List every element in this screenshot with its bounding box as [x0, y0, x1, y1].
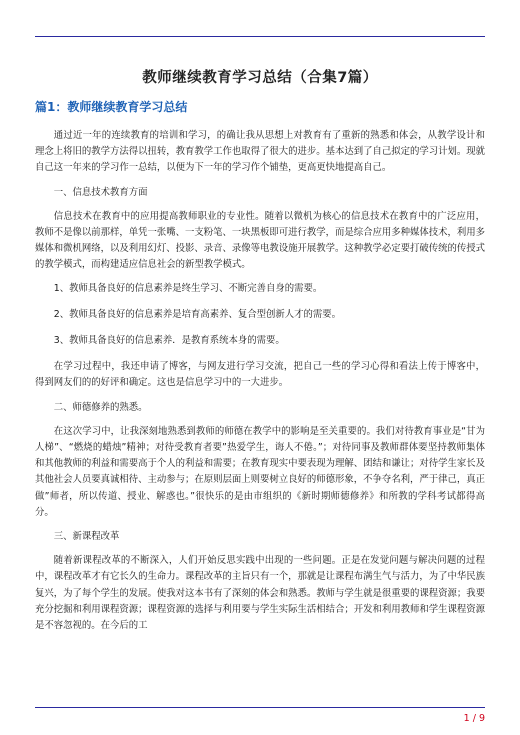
document-body: [35, 128, 485, 641]
document-title: 教师继续教育学习总结（合集7篇）: [142, 70, 378, 86]
heading-ethics: 二、师德修养的熟悉。: [53, 401, 148, 413]
paragraph-blog: 在学习过程中，我还申请了博客，与网友进行学习交流，把自己一些的学习心得和看法上传于博客中，得到网友们的的好评和确定。这也是信息学习中的一大进步。: [35, 361, 485, 389]
list-item: 3、教师具备良好的信息素养．是教育系统本身的需要。: [53, 335, 285, 347]
heading-info-tech: 一、信息技术教育方面: [53, 186, 148, 198]
section-title: 篇1：教师继续教育学习总结: [35, 100, 188, 114]
paragraph-ethics: 在这次学习中，让我深刻地熟悉到教师的师德在教学中的影响是至关重要的。我们对待教育事业是“甘为人梯”、“燃烧的蜡烛”精神；对待受教育者要”热爱学生，诲人不倦。”；对待同事及教师群体要坚持教师集体和其他教师的利益和需要高于个人的利益和需要；在教育现实中要表现为理解、团结和谦让；对待学生家长及其他社会人员要真诚相待、主动参与；在原则层面上则要树立良好的师德形象，不争夺名利，严于律己，真正做”师者，所以传道、授业、解惑也。”很快乐的是由市组织的《新时期师德修养》和所教的学科考试都得高分。: [35, 425, 486, 518]
paragraph-info-tech: 信息技术在教育中的应用提高教师职业的专业性。随着以微机为核心的信息技术在教育中的广泛应用，教师不是像以前那样，单凭一张嘴、一支粉笔、一块黑板即可进行教学，而是综合应用多种媒体技术，利用多媒体和微机网络，以及利用幻灯、投影、录音、录像等电教设施开展教学。这种教学必定要打破传统的传授式的教学模式，而构建适应信息社会的新型教学模式。: [35, 210, 486, 271]
footer-rule: [35, 707, 485, 708]
page-number: 1 / 9: [463, 713, 485, 724]
list-item: 2、教师具备良好的信息素养是培育高素养、复合型创新人才的需要。: [53, 308, 342, 320]
list-item: 1、教师具备良好的信息素养是终生学习、不断完善自身的需要。: [53, 282, 323, 294]
header-rule: [35, 36, 485, 37]
paragraph-intro: 通过近一年的连续教育的培训和学习，的确让我从思想上对教育有了重新的熟悉和体会，从教学设计和理念上将旧的教学方法得以扭转，教育教学工作也取得了很大的进步。基本达到了自己拟定的学习计划。现就自己这一年来的学习作一总结，以便为下一年的学习作个铺垫，更高更快地提高自己。: [35, 130, 486, 174]
paragraph-curriculum: 随着新课程改革的不断深入，人们开始反思实践中出现的一些问题。正是在发觉问题与解决问题的过程中，课程改革才有它长久的生命力。课程改革的主旨只有一个，那就是让课程布满生气与活力，为了中华民族复兴，为了每个学生的发展。使我对这本书有了深刻的体会和熟悉。教师与学生就是很重要的课程资源；我要充分挖掘和利用课程资源；课程资源的选择与利用要与学生实际生活相结合；开发和利用教师和学生课程资源是不容忽视的。在今后的工: [35, 555, 486, 632]
heading-curriculum: 三、新课程改革: [53, 531, 120, 543]
